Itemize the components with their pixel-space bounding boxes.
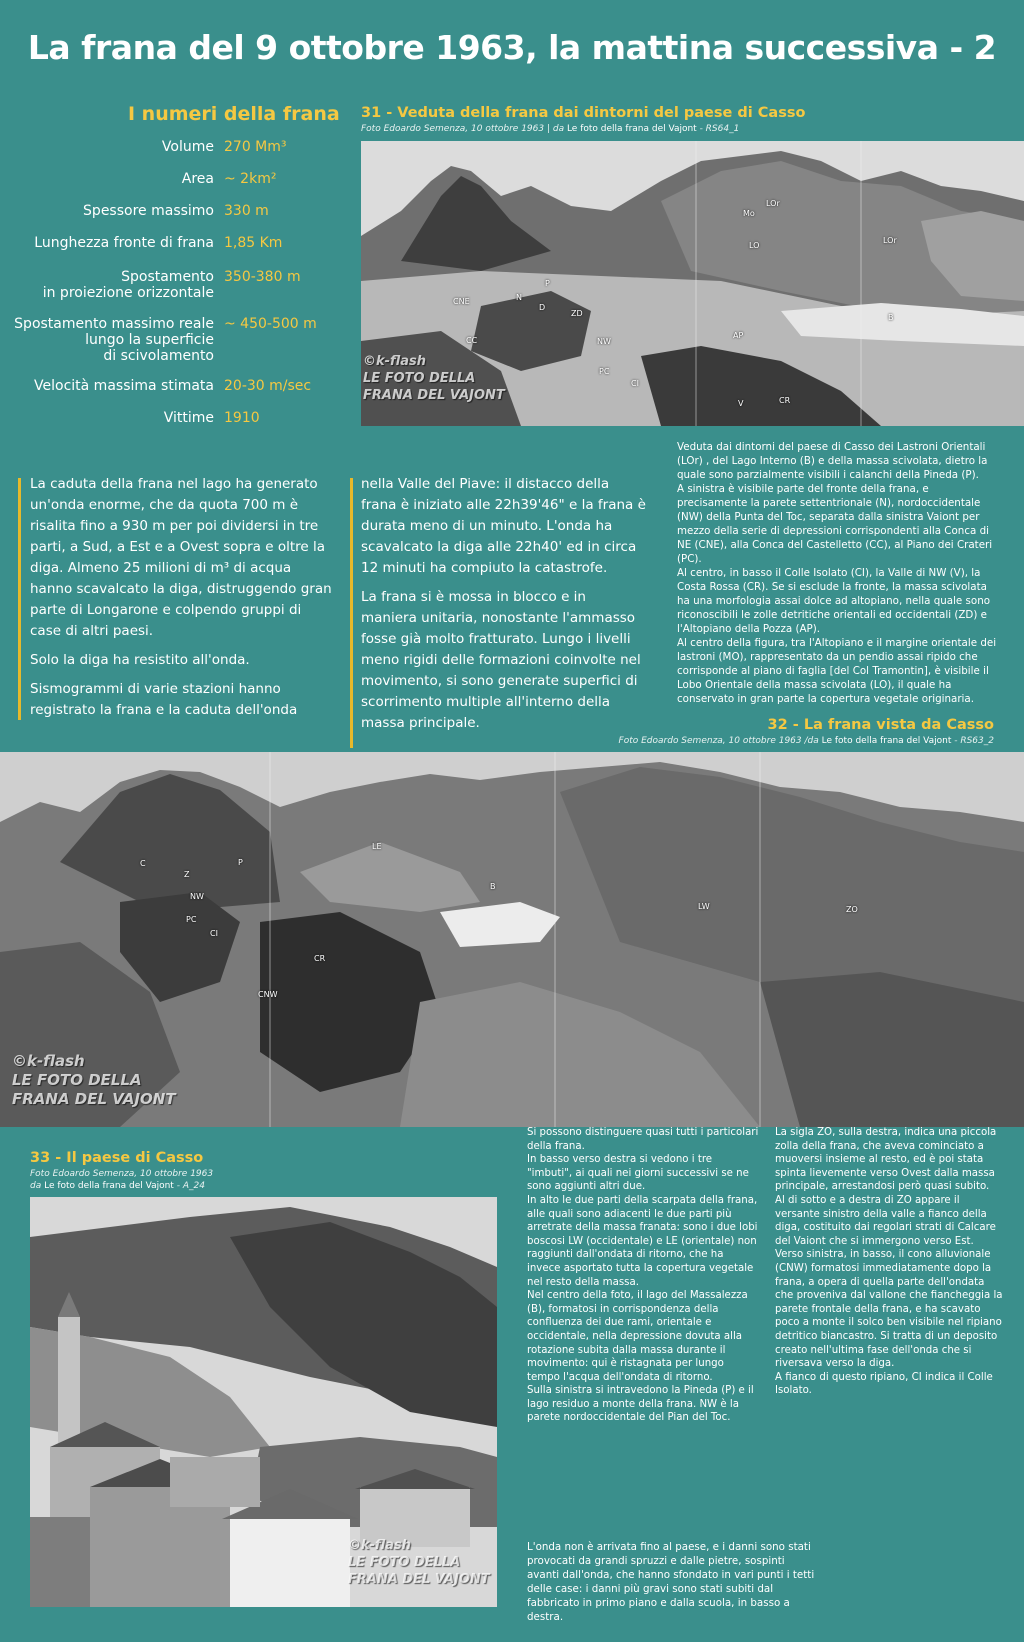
photo32-landslide-from-casso (0, 752, 1024, 1127)
watermark-line: LE FOTO DELLA (12, 1071, 142, 1089)
photo33-watermark (348, 1537, 490, 1588)
photo-label: CNW (258, 990, 278, 999)
page-title: La frana del 9 ottobre 1963, la mattina successiva - 2 (27, 28, 997, 67)
photo33-credit-line1: Foto Edoardo Semenza, 10 ottobre 1963 (30, 1169, 214, 1179)
photo32-title: 32 - La frana vista da Casso (767, 717, 994, 733)
col2-accent-bar (350, 478, 353, 748)
stat-label: Vittime (163, 410, 214, 426)
watermark-line: LE FOTO DELLA (348, 1555, 461, 1570)
photo31-description: Veduta dai dintorni del paese di Casso dei Lastroni Orientali (LOr) , del Lago Interno (B) e della massa scivolata, dietro la quale sono parzialmente visibili i calanchi della Pineda (P). A sinistra è visibile parte del fronte della frana, e precisamente la parete settentrionale (N), nordoccidentale (NW) della Punta del Toc, separata dalla sinistra Vaiont per mezzo della serie di depressioni corrispondenti alla Conca di NE (CNE), alla Conca del Castelletto (CC), al Piano dei Crateri (PC). Al centro, in basso il Colle Isolato (CI), la Valle di NW (V), la Costa Rossa (CR). Se si esclude la fronte, la massa scivolata ha una morfologia assai dolce ad altopiano, nella quale sono riconoscibili le zolle detritiche orientali ed occidentali (ZD) e l'Altopiano della Pozza (AP). Al centro della figura, tra l'Altopiano e il margine orientale dei lastroni (MO), rappresentato da un pendio assai ripido che corrisponde al piano di faglia [del Col Tramontin], è visibile il Lobo Orientale della massa scivolata (LO), il quale ha conservato in gran parte la copertura vegetale originaria. (677, 441, 997, 705)
stats-heading: I numeri della frana (128, 103, 340, 125)
body-paragraph: La frana si è mossa in blocco e in maniera unitaria, nonostante l'ammasso fosse già molto fratturato. Lungo i livelli meno rigidi delle formazioni coinvolte nel movimento, si sono generate superfici di scorrimento multiple all'interno della massa principale. (361, 589, 641, 731)
watermark-line: LE FOTO DELLA (363, 371, 476, 386)
photo33-credit-line2: da Le foto della frana del Vajont - A_24 (30, 1181, 205, 1191)
body-text-col2 (361, 474, 646, 742)
photo-label: CR (779, 396, 791, 405)
photo-label: ZO (846, 905, 858, 914)
photo31-watermark (363, 353, 505, 404)
photo-label: LOr (766, 199, 780, 208)
watermark-line: ©k-flash (12, 1052, 85, 1070)
photo-label: P (545, 279, 550, 288)
photo33-description: L'onda non è arrivata fino al paese, e i danni sono stati provocati da grandi spruzzi e dalle pietre, sospinti avanti dall'onda, che hanno sfondato in vari punti i tetti delle case: i danni più gravi sono stati subiti dal fabbricato in primo piano e dalla scuola, in basso a destra. (527, 1541, 815, 1623)
photo-label: D (539, 303, 546, 312)
photo32-description-left: Si possono distinguere quasi tutti i particolari della frana. In basso verso destra si vedono i tre "imbuti", ai quali nei giorni successivi se ne sono aggiunti altri due. In alto le due parti della scarpata della frana, alle quali sono adiacenti le due parti più arretrate della massa franata: sono i due lobi boscosi LW (occidentale) e LE (orientale) non raggiunti dall'ondata di ritorno, che ha invece asportato tutta la copertura vegetale nel resto della massa. Nel centro della foto, il lago del Massalezza (B), formatosi in corrispondenza della confluenza dei due rami, orientale e occidentale, nella depressione dovuta alla rotazione subita dalla massa durante il movimento: qui è ristagnata per lungo tempo l'acqua dell'ondata di ritorno. Sulla sinistra si intravedono la Pineda (P) e il lago residuo a monte della frana. NW è la parete nordoccidentale del Pian del Toc. (527, 1127, 759, 1424)
photo31-landslide-panorama (361, 141, 1024, 426)
photo-label: P (238, 858, 243, 867)
stat-label: Spessore massimo (83, 203, 214, 219)
photo-label: PC (599, 367, 610, 376)
photo-label: LOr (883, 236, 897, 245)
body-paragraph: nella Valle del Piave: il distacco della frana è iniziato alle 22h39'46" e la frana è durata meno di un minuto. L'onda ha scavalcato la diga alle 22h40' ed in circa 12 minuti ha compiuto la catastrofe. (361, 476, 646, 576)
photo32-credit: Foto Edoardo Semenza, 10 ottobre 1963 /da Le foto della frana del Vajont - RS63_2 (618, 736, 994, 746)
photo32-description-right: La sigla ZO, sulla destra, indica una piccola zolla della frana, che aveva cominciato a muoversi insieme al resto, ed è poi stata spinta lievemente verso Ovest dalla massa principale, arrestandosi però quasi subito. Al di sotto e a destra di ZO appare il versante sinistro della valle a fianco della diga, costituito dai regolari strati di Calcare del Vaiont che si immergono verso Est. Verso sinistra, in basso, il cono alluvionale (CNW) formatosi immediatamente dopo la frana, a opera di quella parte dell'ondata che proveniva dal vallone che fiancheggia la parete frontale della frana, e ha scavato poco a monte il solco ben visibile nel ripiano detritico biancastro. Si tratta di un deposito creato nell'ultima fase dell'onda che si riversava verso la diga. A fianco di questo ripiano, CI indica il Colle Isolato. (775, 1127, 1003, 1397)
photo-label: Z (184, 870, 190, 879)
body-paragraph: La caduta della frana nel lago ha generato un'onda enorme, che da quota 700 m è risalita fino a 930 m per poi dividersi in tre parti, a Sud, a Est e a Ovest sopra e oltre la diga. Almeno 25 milioni di m³ di acqua hanno scavalcato la diga, distruggendo gran parte di Longarone e colpendo gruppi di case di altri paesi. (30, 476, 332, 639)
col1-accent-bar (18, 478, 21, 720)
photo-label: C (140, 859, 146, 868)
watermark-line: FRANA DEL VAJONT (348, 1572, 490, 1587)
watermark-line: ©k-flash (363, 354, 427, 369)
photo-label: B (888, 313, 894, 322)
stat-value: ~ 450-500 m (224, 316, 317, 332)
stat-label: Spostamento massimo reale lungo la superficie di scivolamento (14, 316, 214, 364)
photo-label: LO (749, 241, 760, 250)
photo-label: Mo (743, 209, 755, 218)
photo-label: CI (210, 929, 218, 938)
photo-label: LE (372, 842, 382, 851)
stat-value: 270 Mm³ (224, 139, 287, 155)
stat-value: ~ 2km² (224, 171, 277, 187)
photo-label: AP (733, 331, 744, 340)
stat-value: 350-380 m (224, 269, 301, 285)
photo-label: B (490, 882, 496, 891)
stat-value: 1910 (224, 410, 260, 426)
stat-value: 20-30 m/sec (224, 378, 312, 394)
photo-label: NW (190, 892, 204, 901)
watermark-line: ©k-flash (348, 1538, 412, 1553)
stat-value: 330 m (224, 203, 269, 219)
stat-label: Volume (161, 139, 214, 155)
photo-label: PC (186, 915, 197, 924)
photo31-title: 31 - Veduta della frana dai dintorni del paese di Casso (361, 105, 806, 121)
photo-label: ZD (571, 309, 583, 318)
photo32-watermark (12, 1052, 176, 1109)
photo-label: CR (314, 954, 326, 963)
watermark-line: FRANA DEL VAJONT (12, 1090, 176, 1108)
stat-value: 1,85 Km (224, 235, 283, 251)
photo-label: CNE (453, 297, 470, 306)
photo-label: CC (466, 336, 478, 345)
stat-label: Velocità massima stimata (34, 378, 214, 394)
stat-label: Lunghezza fronte di frana (34, 235, 214, 251)
stat-label: Spostamento in proiezione orizzontale (42, 269, 214, 301)
body-text-col1 (30, 474, 335, 729)
watermark-line: FRANA DEL VAJONT (363, 388, 505, 403)
photo-label: NW (597, 337, 611, 346)
photo-label: LW (698, 902, 710, 911)
photo-label: N (516, 293, 522, 302)
body-paragraph: Sismogrammi di varie stazioni hanno registrato la frana e la caduta dell'onda (30, 681, 298, 718)
body-paragraph: Solo la diga ha resistito all'onda. (30, 652, 250, 668)
photo-label: V (738, 399, 744, 408)
photo-label: CI (631, 379, 639, 388)
photo33-casso-village (30, 1197, 497, 1607)
stat-label: Area (181, 171, 214, 187)
photo31-credit: Foto Edoardo Semenza, 10 ottobre 1963 | da Le foto della frana del Vajont - RS64_1 (361, 124, 740, 134)
photo33-title: 33 - Il paese di Casso (30, 1150, 204, 1166)
